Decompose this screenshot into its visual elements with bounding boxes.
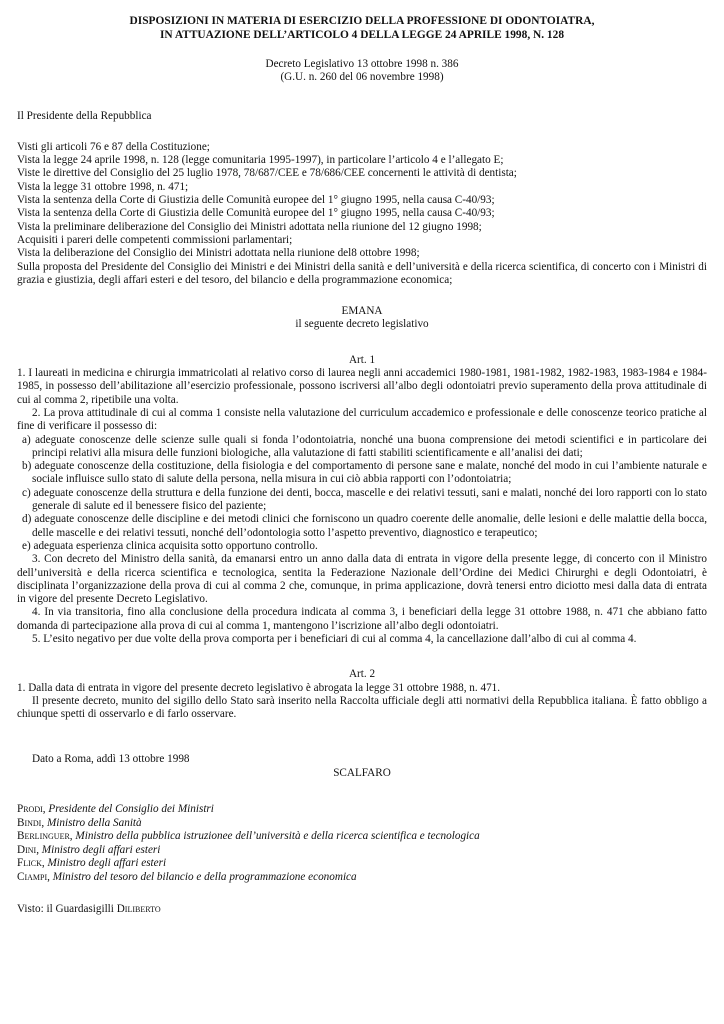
art1-comma-3: 3. Con decreto del Ministro della sanità, da emanarsi entro un anno dalla data di entrata in vigore della presente legge, di concerto con il Ministro dell’università e della ricerca scientifica e tecnologica, sentita la Federazione Nazionale dell’Ordine dei Medici Chirurghi e degli Odontoiatri, è disciplinata l’organizzazione della prova di cui al comma 2 che, comunque, in prima applicazione, dovrà tenersi entro diciotto mesi dalla data di entrata in vigore del presente Decreto Legislativo. [17, 553, 707, 606]
preamble-line: Sulla proposta del Presidente del Consiglio dei Ministri e dei Ministri della sanità e dell’università e della ricerca scientifica, di concerto con i Ministri di grazia e giustizia, degli affari esteri e del tesoro, del bilancio e della programmazione economica; [17, 260, 707, 286]
preamble-line: Viste le direttive del Consiglio del 25 luglio 1978, 78/687/CEE e 78/686/CEE concernenti le attività di dentista; [17, 167, 517, 180]
decree-reference [17, 58, 707, 85]
signatory: Berlinguer, Ministro della pubblica istruzionee dell’università e della ricerca scientifica e tecnologica [17, 830, 480, 843]
signatory-name: Ciampi [17, 871, 48, 884]
emana-word: EMANA [341, 305, 383, 318]
visto-name: Diliberto [116, 902, 161, 915]
decree-line-2: (G.U. n. 260 del 06 novembre 1998) [280, 71, 444, 84]
signatory: Prodi, Presidente del Consiglio dei Ministri [17, 803, 214, 816]
preamble-line: Vista la sentenza della Corte di Giustizia delle Comunità europee del 1° giugno 1995, nella causa C-40/93; [17, 194, 495, 207]
signatory-name: Prodi [17, 803, 43, 816]
preamble-line: Visti gli articoli 76 e 87 della Costituzione; [17, 140, 210, 153]
preamble-line: Vista la legge 24 aprile 1998, n. 128 (legge comunitaria 1995-1997), in particolare l’articolo 4 e l’allegato E; [17, 154, 504, 167]
president-signature: SCALFARO [333, 766, 391, 779]
art1-comma-2: 2. La prova attitudinale di cui al comma 1 consiste nella valutazione del curriculum accademico e professionale e delle conoscenze teorico pratiche al fine di verificare il possesso di: [17, 406, 707, 433]
art1-item-d: d) adeguate conoscenze delle discipline e dei metodi clinici che forniscono un quadro coerente delle anomalie, delle lesioni e delle malattie della bocca, delle mascelle e dei relativi tessuti, nonché dell’odontologia sotto l’aspetto preventivo, diagnostico e terapeutico; [22, 513, 707, 539]
preamble [17, 141, 707, 287]
signatory-role: Ministro della pubblica istruzionee dell’università e della ricerca scientifica e tecnologica [75, 830, 480, 843]
signatory: Bindi, Ministro della Sanità [17, 816, 142, 829]
signatory-name: Bindi [17, 816, 42, 829]
preamble-line: Vista la sentenza della Corte di Giustizia delle Comunità europee del 1° giugno 1995, nella causa C-40/93; [17, 207, 495, 220]
signing-date: Dato a Roma, addì 13 ottobre 1998 [32, 753, 190, 766]
signatory-role: Ministro degli affari esteri [41, 843, 161, 856]
signatory-role: Ministro degli affari esteri [47, 857, 167, 870]
signatories [17, 803, 707, 885]
art2-heading: Art. 2 [348, 668, 376, 681]
art2-comma-1: 1. Dalla data di entrata in vigore del presente decreto legislativo è abrogata la legge 31 ottobre 1988, n. 471. [17, 681, 501, 694]
preamble-line: Vista la preliminare deliberazione del Consiglio dei Ministri adottata nella riunione del 12 giugno 1998; [17, 220, 482, 233]
art1-item-e: e) adeguata esperienza clinica acquisita sotto opportuno controllo. [22, 539, 318, 552]
signatory-name: Berlinguer [17, 830, 70, 843]
art1-item-b: b) adeguate conoscenze della costituzione, della fisiologia e del comportamento di persone sane e malate, nonché del modo in cui l’ambiente naturale e sociale influisce sullo stato di salute della persona, nella misura in cui ciò abbia rapporti con l’odontoiatria; [22, 460, 707, 486]
art1-comma-4: 4. In via transitoria, fino alla conclusione della procedura indicata al comma 3, i beneficiari della legge 31 ottobre 1988, n. 471 che abbiano fatto domanda di partecipazione alla prova di cui al comma 1, mantengono l’iscrizione all’albo degli odontoiatri. [17, 606, 707, 632]
signatory: Ciampi, Ministro del tesoro del bilancio e della programmazione economica [17, 871, 357, 884]
visto-line [17, 903, 707, 916]
signatory-role: Ministro della Sanità [46, 816, 142, 829]
signatory-name: Flick [17, 857, 42, 870]
title-line-2: IN ATTUAZIONE DELL’ARTICOLO 4 DELLA LEGGE 24 APRILE 1998, N. 128 [159, 29, 565, 41]
art2-comma-2: Il presente decreto, munito del sigillo dello Stato sarà inserito nella Raccolta ufficiale degli atti normativi della Repubblica italiana. È fatto obbligo a chiunque spetti di osservarlo e di farlo osservare. [17, 694, 707, 721]
art1-comma-1: 1. I laureati in medicina e chirurgia immatricolati al relativo corso di laurea negli anni accademici 1980-1981, 1981-1982, 1982-1983, 1983-1984 e 1984-1985, in possesso dell’abilitazione all’esercizio professionale, possono iscriversi all’albo degli odontoiatri previo superamento della prova attitudinale di cui al comma 2, ripetibile una volta. [17, 367, 707, 406]
president-heading: Il Presidente della Repubblica [17, 109, 152, 122]
signatory-role: Ministro del tesoro del bilancio e della programmazione economica [52, 871, 357, 884]
article-2 [17, 682, 707, 722]
document-page [17, 0, 707, 916]
preamble-line: Vista la legge 31 ottobre 1998, n. 471; [17, 180, 189, 193]
emana-line: il seguente decreto legislativo [295, 318, 429, 331]
article-1 [17, 367, 707, 646]
art1-heading: Art. 1 [348, 353, 376, 366]
signatory-role: Presidente del Consiglio dei Ministri [48, 803, 214, 816]
decree-line-1: Decreto Legislativo 13 ottobre 1998 n. 386 [265, 58, 459, 70]
document-title [17, 14, 707, 42]
art1-comma-5: 5. L’esito negativo per due volte della prova comporta per i beneficiari di cui al comma 4, la cancellazione dall’albo di cui al comma 4. [32, 632, 637, 645]
signatory: Flick, Ministro degli affari esteri [17, 857, 167, 870]
visto-prefix: Visto: il Guardasigilli [17, 902, 117, 915]
preamble-line: Acquisiti i pareri delle competenti commissioni parlamentari; [17, 233, 293, 246]
art1-item-c: c) adeguate conoscenze della struttura e della funzione dei denti, bocca, mascelle e dei relativi tessuti, sani e malati, nonché dei loro rapporti con lo stato generale di salute ed il benessere fisico del paziente; [22, 486, 707, 513]
title-line-1: DISPOSIZIONI IN MATERIA DI ESERCIZIO DELLA PROFESSIONE DI ODONTOIATRA, [129, 15, 595, 27]
emana-block [17, 305, 707, 332]
art1-item-a: a) adeguate conoscenze delle scienze sulle quali si fonda l’odontoiatria, nonché una buona comprensione dei metodi scientifici e in particolare dei principi relativi alla misura delle funzioni biologiche, alla valutazione di fatti stabiliti scientificamente e all’analisi dei dati; [22, 433, 707, 459]
preamble-line: Vista la deliberazione del Consiglio dei Ministri adottata nella riunione del8 ottobre 1998; [17, 247, 420, 260]
signatory-name: Dini [17, 843, 37, 856]
signatory: Dini, Ministro degli affari esteri [17, 843, 161, 856]
